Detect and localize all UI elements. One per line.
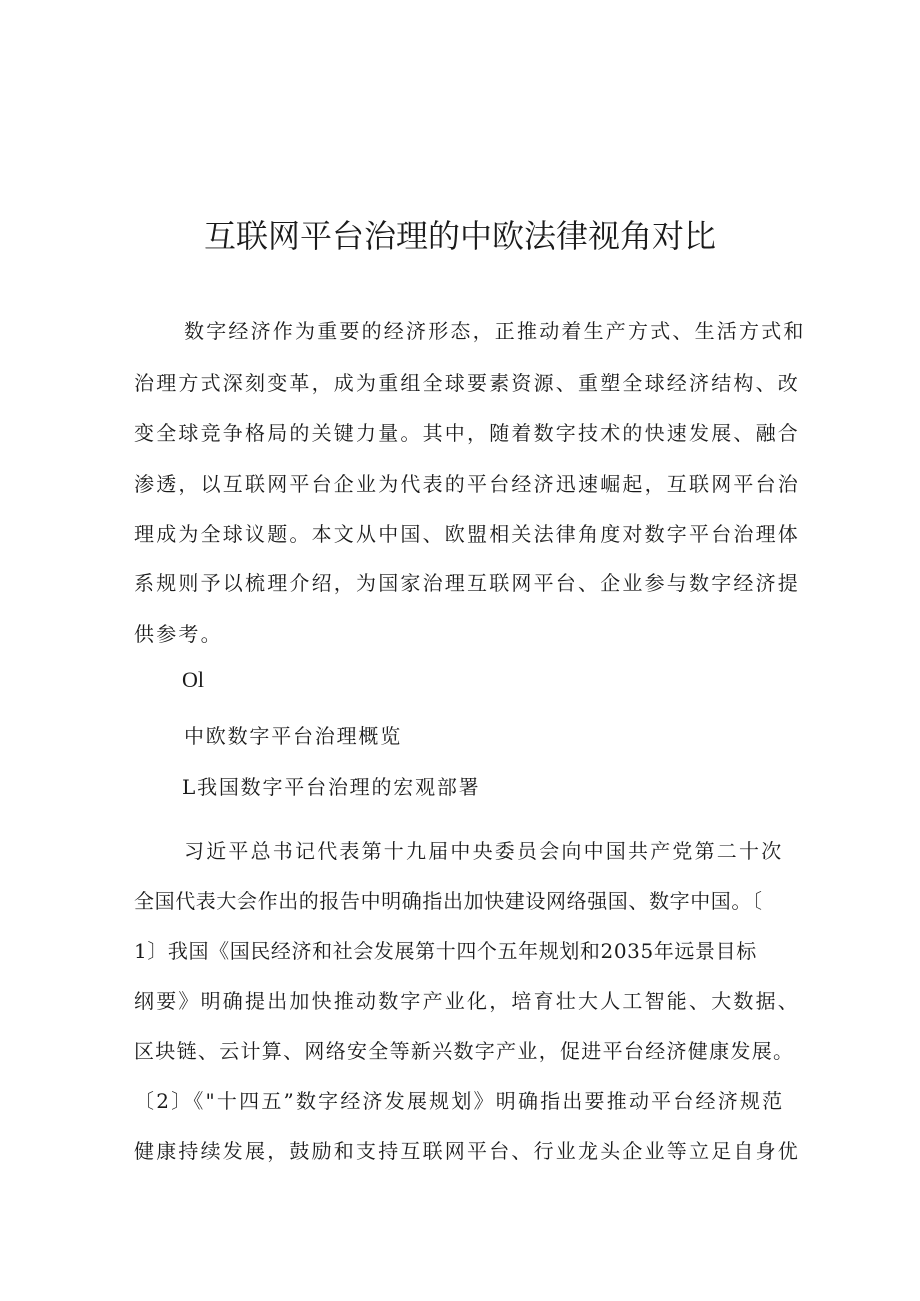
intro-line: 系规则予以梳理介绍，为国家治理互联网平台、企业参与数字经济提: [134, 571, 800, 595]
body-line: 〔2〕《"十四五”数字经济发展规划》明确指出要推动平台经济规范: [134, 1089, 785, 1113]
section-title: 中欧数字平台治理概览: [184, 724, 402, 748]
document-title: 互联网平台治理的中欧法律视角对比: [203, 217, 716, 255]
body-line: 全国代表大会作出的报告中明确指出加快建设网络强国、数字中国。〔: [134, 889, 763, 913]
section-number: Ol: [182, 667, 204, 692]
intro-line: 数字经济作为重要的经济形态，正推动着生产方式、生活方式和: [184, 319, 806, 343]
body-line: 1〕我国《国民经济和社会发展第十四个五年规划和2035年远景目标: [134, 939, 757, 963]
intro-line: 供参考。: [134, 622, 223, 646]
intro-line: 理成为全球议题。本文从中国、欧盟相关法律角度对数字平台治理体: [134, 522, 800, 546]
intro-line: 渗透，以互联网平台企业为代表的平台经济迅速崛起，互联网平台治: [134, 472, 800, 496]
intro-line: 变全球竞争格局的关键力量。其中，随着数字技术的快速发展、融合: [134, 421, 800, 445]
intro-line: 治理方式深刻变革，成为重组全球要素资源、重塑全球经济结构、改: [134, 371, 800, 395]
body-line: 健康持续发展，鼓励和支持互联网平台、行业龙头企业等立足自身优: [134, 1139, 800, 1163]
body-line: 纲要》明确提出加快推动数字产业化，培育壮大人工智能、大数据、: [134, 989, 800, 1013]
subsection-title: L我国数字平台治理的宏观部署: [182, 775, 481, 799]
body-line: 区块链、云计算、网络安全等新兴数字产业，促进平台经济健康发展。: [134, 1039, 795, 1063]
body-line: 习近平总书记代表第十九届中央委员会向中国共产党第二十次: [184, 839, 784, 863]
